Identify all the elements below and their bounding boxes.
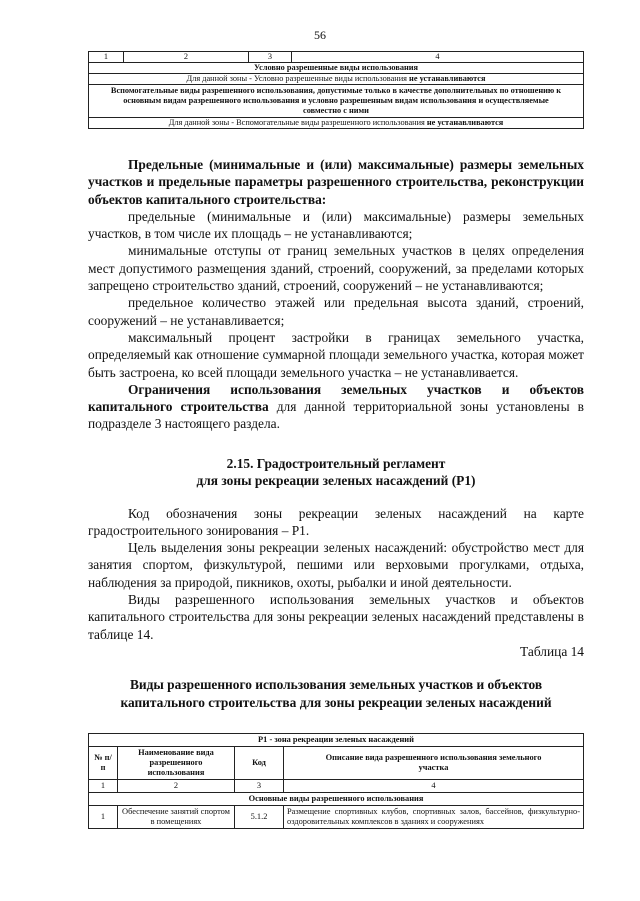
zone-header: Р1 - зона рекреации зеленых насаждений — [89, 734, 584, 747]
conditional-uses-text — [89, 74, 584, 85]
col-number-cell: 3 — [235, 780, 284, 793]
table-14 — [88, 733, 584, 829]
table-row — [89, 806, 584, 829]
table-row — [89, 734, 584, 747]
table-row — [89, 52, 584, 63]
auxiliary-uses-value: не устанавливаются — [426, 118, 504, 127]
table-row — [89, 780, 584, 793]
limits-paragraph: предельное количество этажей или предельная высота зданий, строений, сооружений – не устанавливается; — [88, 295, 584, 328]
header-cell-number: № п/п — [89, 747, 118, 780]
col-number-cell: 3 — [249, 52, 292, 63]
col-number-cell: 4 — [292, 52, 584, 63]
table-row — [89, 118, 584, 129]
section-subtitle: для зоны рекреации зеленых насаждений (Р1) — [196, 473, 476, 489]
limits-paragraph: минимальные отступы от границ земельных участков в целях определения мест допустимого размещения зданий, строений, сооружений, за пределами которых запрещено строительство зданий, строений, сооружений – не устанавливаются; — [88, 243, 584, 294]
col-number-cell: 2 — [124, 52, 249, 63]
limits-section — [88, 156, 584, 433]
table-row — [89, 74, 584, 85]
section-2-15 — [88, 455, 584, 711]
conditional-uses-header: Условно разрешенные виды использования — [89, 63, 584, 74]
section-paragraph: Код обозначения зоны рекреации зеленых насаждений на карте градостроительного зонирования – Р1. — [88, 505, 584, 538]
restrictions-bold: Ограничения использования земельных участков и объектов капитального строительства — [88, 381, 584, 415]
header-cell-name: Наименование вида разрешенного использования — [118, 747, 235, 780]
row-code: 5.1.2 — [235, 806, 284, 829]
table-row — [89, 63, 584, 74]
table-row — [89, 85, 584, 118]
row-number: 1 — [89, 806, 118, 829]
col-number-cell: 4 — [284, 780, 584, 793]
table-row — [89, 793, 584, 806]
auxiliary-uses-label: Для данной зоны - Вспомогательные виды разрешенного использования — [168, 118, 425, 127]
col-number-cell: 1 — [89, 780, 118, 793]
auxiliary-uses-header: Вспомогательные виды разрешенного использования, допустимые только в качестве дополнительных по отношению к основным видам разрешенного использования и условно разрешенным видам использования и осуществляемые совместно с ними — [89, 85, 584, 118]
restrictions-paragraph — [88, 381, 584, 433]
limits-paragraph: предельные (минимальные и (или) максимальные) размеры земельных участков, в том числе их площадь – не устанавливаются; — [88, 208, 584, 242]
header-cell-description: Описание вида разрешенного использования земельного участка — [284, 747, 584, 780]
page-number: 56 — [314, 28, 326, 42]
section-paragraph: Виды разрешенного использования земельных участков и объектов капитального строительства для зоны рекреации зеленых насаждений представлены в таблице 14. — [88, 592, 584, 642]
table-title: Виды разрешенного использования земельных участков и объектов капитального строительства для зоны рекреации зеленых насаждений — [120, 677, 552, 710]
limits-paragraph: максимальный процент застройки в границах земельного участка, определяемый как отношение суммарной площади земельного участка, которая может быть застроена, ко всей площади земельного участка – не устанавливается. — [88, 329, 584, 380]
section-paragraph: Цель выделения зоны рекреации зеленых насаждений: обустройство мест для занятия спортом, физкультурой, пешими или верховыми прогулками, отдыха, наблюдения за природой, пикников, охоты, рыбалки и иной деятельности. — [88, 540, 584, 590]
limits-heading: Предельные (минимальные и (или) максимальные) размеры земельных участков и предельные параметры разрешенного строительства, реконструкции объектов капитального строительства: — [88, 157, 584, 207]
row-description: Размещение спортивных клубов, спортивных залов, бассейнов, физкультурно-оздоровительных комплексов в зданиях и сооружениях — [284, 806, 584, 829]
col-number-cell: 2 — [118, 780, 235, 793]
table-label: Таблица 14 — [520, 643, 584, 659]
row-name: Обеспечение занятий спортом в помещениях — [118, 806, 235, 829]
conditional-uses-value: не устанавливаются — [409, 74, 486, 83]
section-title: 2.15. Градостроительный регламент — [226, 456, 446, 471]
conditional-uses-label: Для данной зоны - Условно разрешенные виды использования — [186, 74, 407, 83]
restrictions-rest: для данной территориальной зоны установлены в подразделе 3 настоящего раздела. — [88, 399, 584, 432]
table-header-row — [89, 747, 584, 780]
header-cell-code: Код — [235, 747, 284, 780]
auxiliary-uses-text — [89, 118, 584, 129]
col-number-cell: 1 — [89, 52, 124, 63]
main-uses-header: Основные виды разрешенного использования — [89, 793, 584, 806]
top-table — [88, 51, 584, 129]
